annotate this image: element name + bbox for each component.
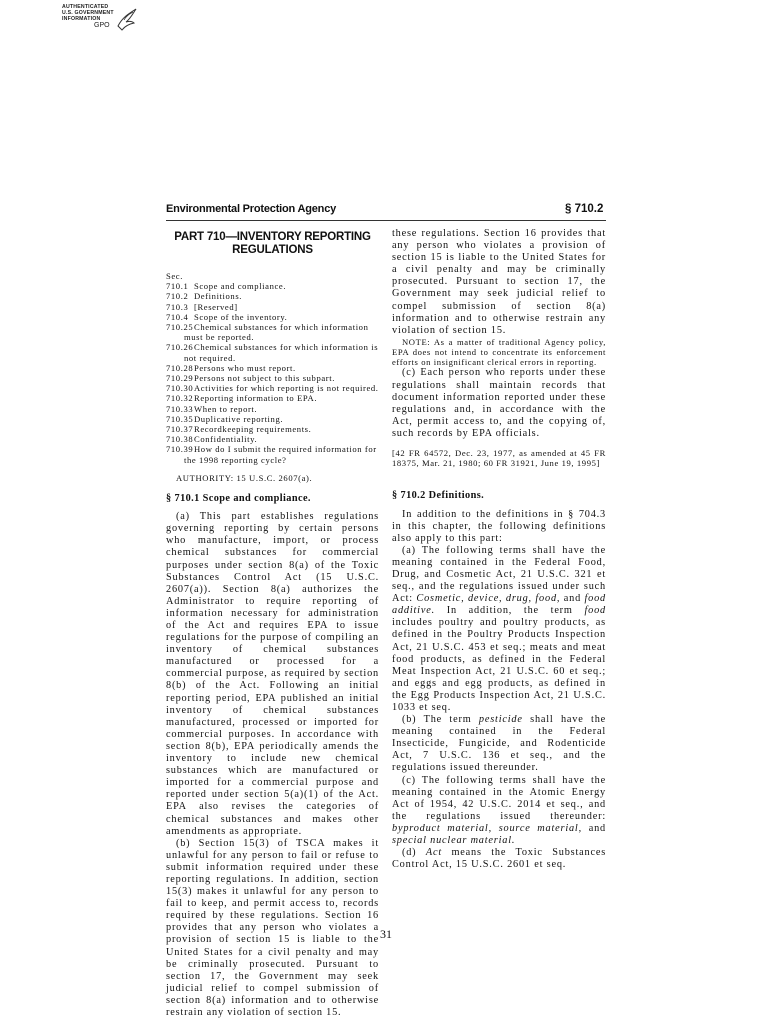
running-head-section: § 710.2 xyxy=(565,203,604,215)
eagle-icon xyxy=(114,6,140,32)
paragraph: (c) The following terms shall have the meaning contained in the Atomic Energy Act of 1954, 42 U.S.C. 2014 et seq., and the regulations issued thereunder: byproduct material, source material, and special nuclear material. xyxy=(392,774,606,847)
section-heading: § 710.2 Definitions. xyxy=(392,490,485,502)
paragraph: (a) The following terms shall have the meaning contained in the Federal Food, Drug, and Cosmetic Act, 21 U.S.C. 321 et seq., and the regulations issued under such Act: Cosmetic, device, drug, food, and food additive. In addition, the term food includes poultry and poultry products, as defined in the Poultry Products Inspection Act, 21 U.S.C. 453 et seq.; meats and meat food products, as defined in the Federal Meat Inspection Act, 21 U.S.C. 60 et seq.; and eggs and egg products, as defined in the Egg Products Inspection Act, 21 U.S.C. 1033 et seq. xyxy=(392,544,606,714)
sec-label: Sec. xyxy=(166,271,183,281)
toc-item: 710.28Persons who must report. xyxy=(166,362,296,373)
toc-item: 710.29Persons not subject to this subpart. xyxy=(166,373,335,384)
gpo-mark: GPO xyxy=(94,22,110,29)
toc-item: 710.32Reporting information to EPA. xyxy=(166,393,318,404)
part-title: PART 710—INVENTORY REPORTING REGULATIONS xyxy=(174,231,371,256)
toc-item: 710.26Chemical substances for which information is not required. xyxy=(166,342,379,363)
paragraph: (b) The term pesticide shall have the meaning contained in the Federal Insecticide, Fungicide, and Rodenticide Act, 7 U.S.C. 136 et seq., and the regulations issued thereunder. xyxy=(392,714,607,774)
toc-item: 710.33When to report. xyxy=(166,403,258,414)
note: NOTE: As a matter of traditional Agency policy, EPA does not intend to concentrate its enforcement efforts on insignificant clerical errors in reporting. xyxy=(392,336,606,368)
running-head-agency: Environmental Protection Agency xyxy=(166,203,337,215)
toc-item: 710.2 Definitions. xyxy=(166,291,243,302)
toc-item: 710.37Recordkeeping requirements. xyxy=(166,424,312,435)
toc-item: 710.1 Scope and compliance. xyxy=(166,281,287,292)
toc-item: 710.35Duplicative reporting. xyxy=(166,413,284,424)
gpo-seal-text: AUTHENTICATED U.S. GOVERNMENT INFORMATION xyxy=(62,4,114,22)
page-number: 31 xyxy=(380,927,392,941)
table-of-contents xyxy=(166,281,379,465)
paragraph-continued: these regulations. Section 16 provides that any person who violates a provision of section 15 is liable to the United States for a civil penalty and may be criminally prosecuted. Pursuant to section 17, the Government may seek judicial relief to compel submission of section 8(a) information and to otherwise restrain any violation of section 15. xyxy=(392,228,606,336)
authority-citation: AUTHORITY: 15 U.S.C. 2607(a). xyxy=(176,472,313,483)
paragraph: (b) Section 15(3) of TSCA makes it unlawful for any person to fail or refuse to submit information required under these reporting regulations. In addition, section 15(3) makes it unlawful for any person to fail to keep, and permit access to, records required by these regulations. Section 16 provides that any person who violates a provision of section 15 is liable to the United States for a civil penalty and may be criminally prosecuted. Pursuant to section 17, the Government may seek judicial relief to compel submission of section 8(a) information and to otherwise restrain any violation of section 15. xyxy=(166,837,379,1018)
paragraph: (c) Each person who reports under these regulations shall maintain records that document information reported under these regulations and, in accordance with the Act, permit access to, and the copying of, such records by EPA officials. xyxy=(392,367,606,439)
toc-item: 710.30Activities for which reporting is not required. xyxy=(166,383,379,394)
source-citation: [42 FR 64572, Dec. 23, 1977, as amended at 45 FR 18375, Mar. 21, 1980; 60 FR 31921, June 19, 1995] xyxy=(392,448,606,469)
section-heading: § 710.1 Scope and compliance. xyxy=(166,493,311,505)
header-rule xyxy=(166,220,606,221)
paragraph: In addition to the definitions in § 704.3 in this chapter, the following definitions also apply to this part: xyxy=(392,508,606,544)
right-column xyxy=(392,228,606,871)
toc-item: 710.25Chemical substances for which information must be reported. xyxy=(166,322,369,343)
toc-item: 710.3 [Reserved] xyxy=(166,301,238,312)
paragraph: (d) Act means the Toxic Substances Control Act, 15 U.S.C. 2601 et seq. xyxy=(392,847,607,871)
gpo-authentication-seal xyxy=(62,4,142,44)
toc-item: 710.38Confidentiality. xyxy=(166,434,258,445)
toc-item: 710.39How do I submit the required information for the 1998 reporting cycle? xyxy=(166,444,377,465)
toc-item: 710.4 Scope of the inventory. xyxy=(166,311,288,322)
left-column xyxy=(166,228,379,1018)
paragraph: (a) This part establishes regulations governing reporting by certain persons who manufacture, import, or process chemical substances for commercial purposes under section 8(a) of the Toxic Substances Control Act (15 U.S.C. 2607(a)). Section 8(a) authorizes the Administrator to require reporting of information necessary for administration of the Act and requires EPA to issue regulations for the purpose of compiling an inventory of chemical substances manufactured or processed for a commercial purpose, as required by section 8(b) of the Act. Following an initial reporting period, EPA published an initial inventory of chemical substances manufactured, processed or imported for commercial purposes. In accordance with section 8(b), EPA periodically amends the inventory to include new chemical substances which are manufactured or imported for a commercial purpose and reported under section 5(a)(1) of the Act. EPA also revises the categories of chemical substances and makes other amendments as appropriate. xyxy=(166,511,379,837)
